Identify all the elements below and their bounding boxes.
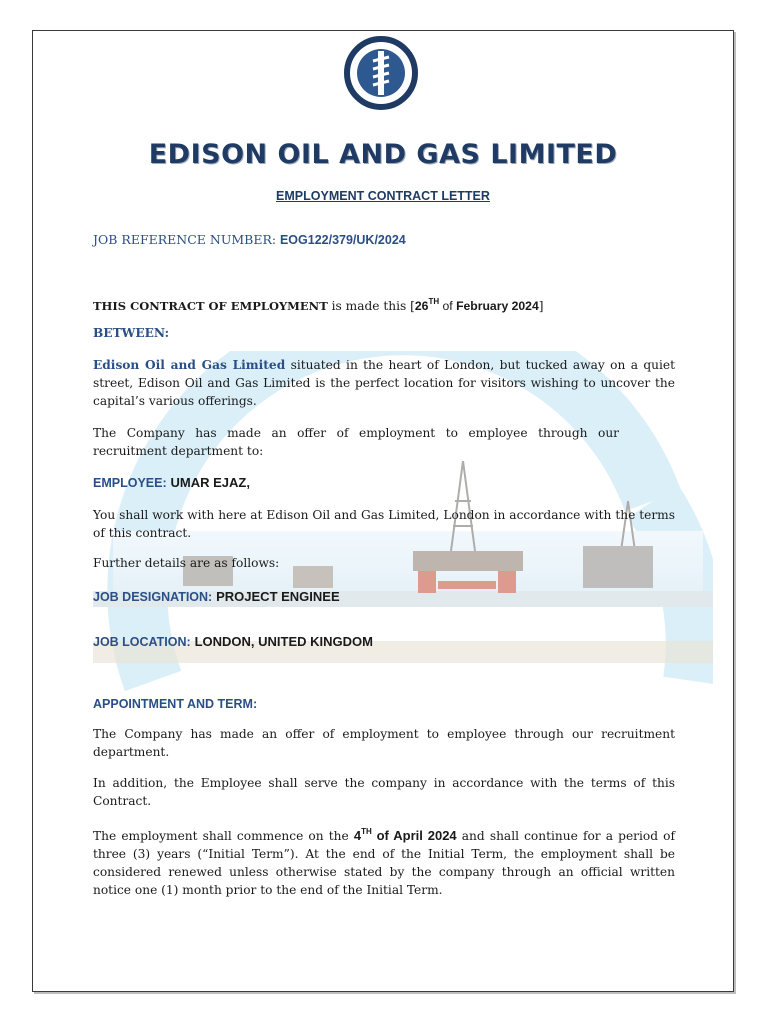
contract-close: ]	[538, 299, 544, 313]
commence-month-year: of April 2024	[371, 828, 457, 843]
company-title: EDISON OIL AND GAS LIMITED	[148, 139, 618, 170]
job-reference-label: JOB REFERENCE NUMBER:	[93, 232, 277, 247]
document-title: EMPLOYMENT CONTRACT LETTER	[276, 189, 490, 203]
contract-lead: THIS CONTRACT OF EMPLOYMENT	[93, 299, 328, 313]
job-designation-line	[93, 588, 675, 606]
employee-label: EMPLOYEE:	[93, 476, 167, 490]
job-reference-line	[93, 231, 675, 249]
job-designation-label: JOB DESIGNATION:	[93, 590, 213, 604]
contract-date-line	[93, 293, 675, 315]
commence-day: 4	[353, 828, 362, 843]
document-page	[32, 30, 734, 992]
job-location-line	[93, 633, 675, 651]
commence-tail: and shall continue for a period of three (3) years (“Initial Term”). At the end of the Initial Term, the employment shall be considered renewed unless otherwise stated by the company through an official written notice one (1) month prior to the end of the Initial Term.	[93, 829, 675, 897]
contract-day-suffix: TH	[428, 297, 440, 306]
appointment-paragraph-1: The Company has made an offer of employment to employee through our recruitment department.	[93, 727, 675, 759]
appointment-paragraph-2: In addition, the Employee shall serve the company in accordance with the terms of this Contract.	[93, 776, 675, 808]
company-logo	[343, 35, 419, 111]
between-label: BETWEEN:	[93, 326, 170, 340]
contract-month-year: February 2024	[456, 299, 539, 313]
contract-of: of	[439, 299, 457, 313]
intro-paragraph	[93, 356, 675, 410]
intro-text: situated in the heart of London, but tucked away on a quiet street, Edison Oil and Gas Limited is the perfect location for visitors wishing to uncover the capital’s various offerings.	[93, 358, 676, 408]
job-location-value: LONDON, UNITED KINGDOM	[194, 634, 373, 649]
contract-mid: is made this [	[327, 299, 415, 313]
commence-lead: The employment shall commence on the	[93, 829, 354, 843]
intro-company-name: Edison Oil and Gas Limited	[93, 358, 286, 372]
job-reference-value: EOG122/379/UK/2024	[279, 233, 406, 247]
job-designation-value: PROJECT ENGINEE	[216, 589, 340, 604]
offer-paragraph: The Company has made an offer of employment to employee through our recruitment department to:	[93, 426, 619, 458]
further-details: Further details are as follows:	[93, 556, 280, 570]
contract-day: 26	[414, 299, 429, 313]
employee-value: UMAR EJAZ,	[170, 475, 250, 490]
job-location-label: JOB LOCATION:	[93, 635, 191, 649]
commence-day-suffix: TH	[361, 827, 372, 836]
appointment-heading: APPOINTMENT AND TERM:	[93, 697, 258, 711]
employee-line	[93, 474, 675, 492]
work-paragraph: You shall work with here at Edison Oil and Gas Limited, London in accordance with the terms of this contract.	[93, 508, 675, 540]
commencement-paragraph	[93, 823, 675, 899]
